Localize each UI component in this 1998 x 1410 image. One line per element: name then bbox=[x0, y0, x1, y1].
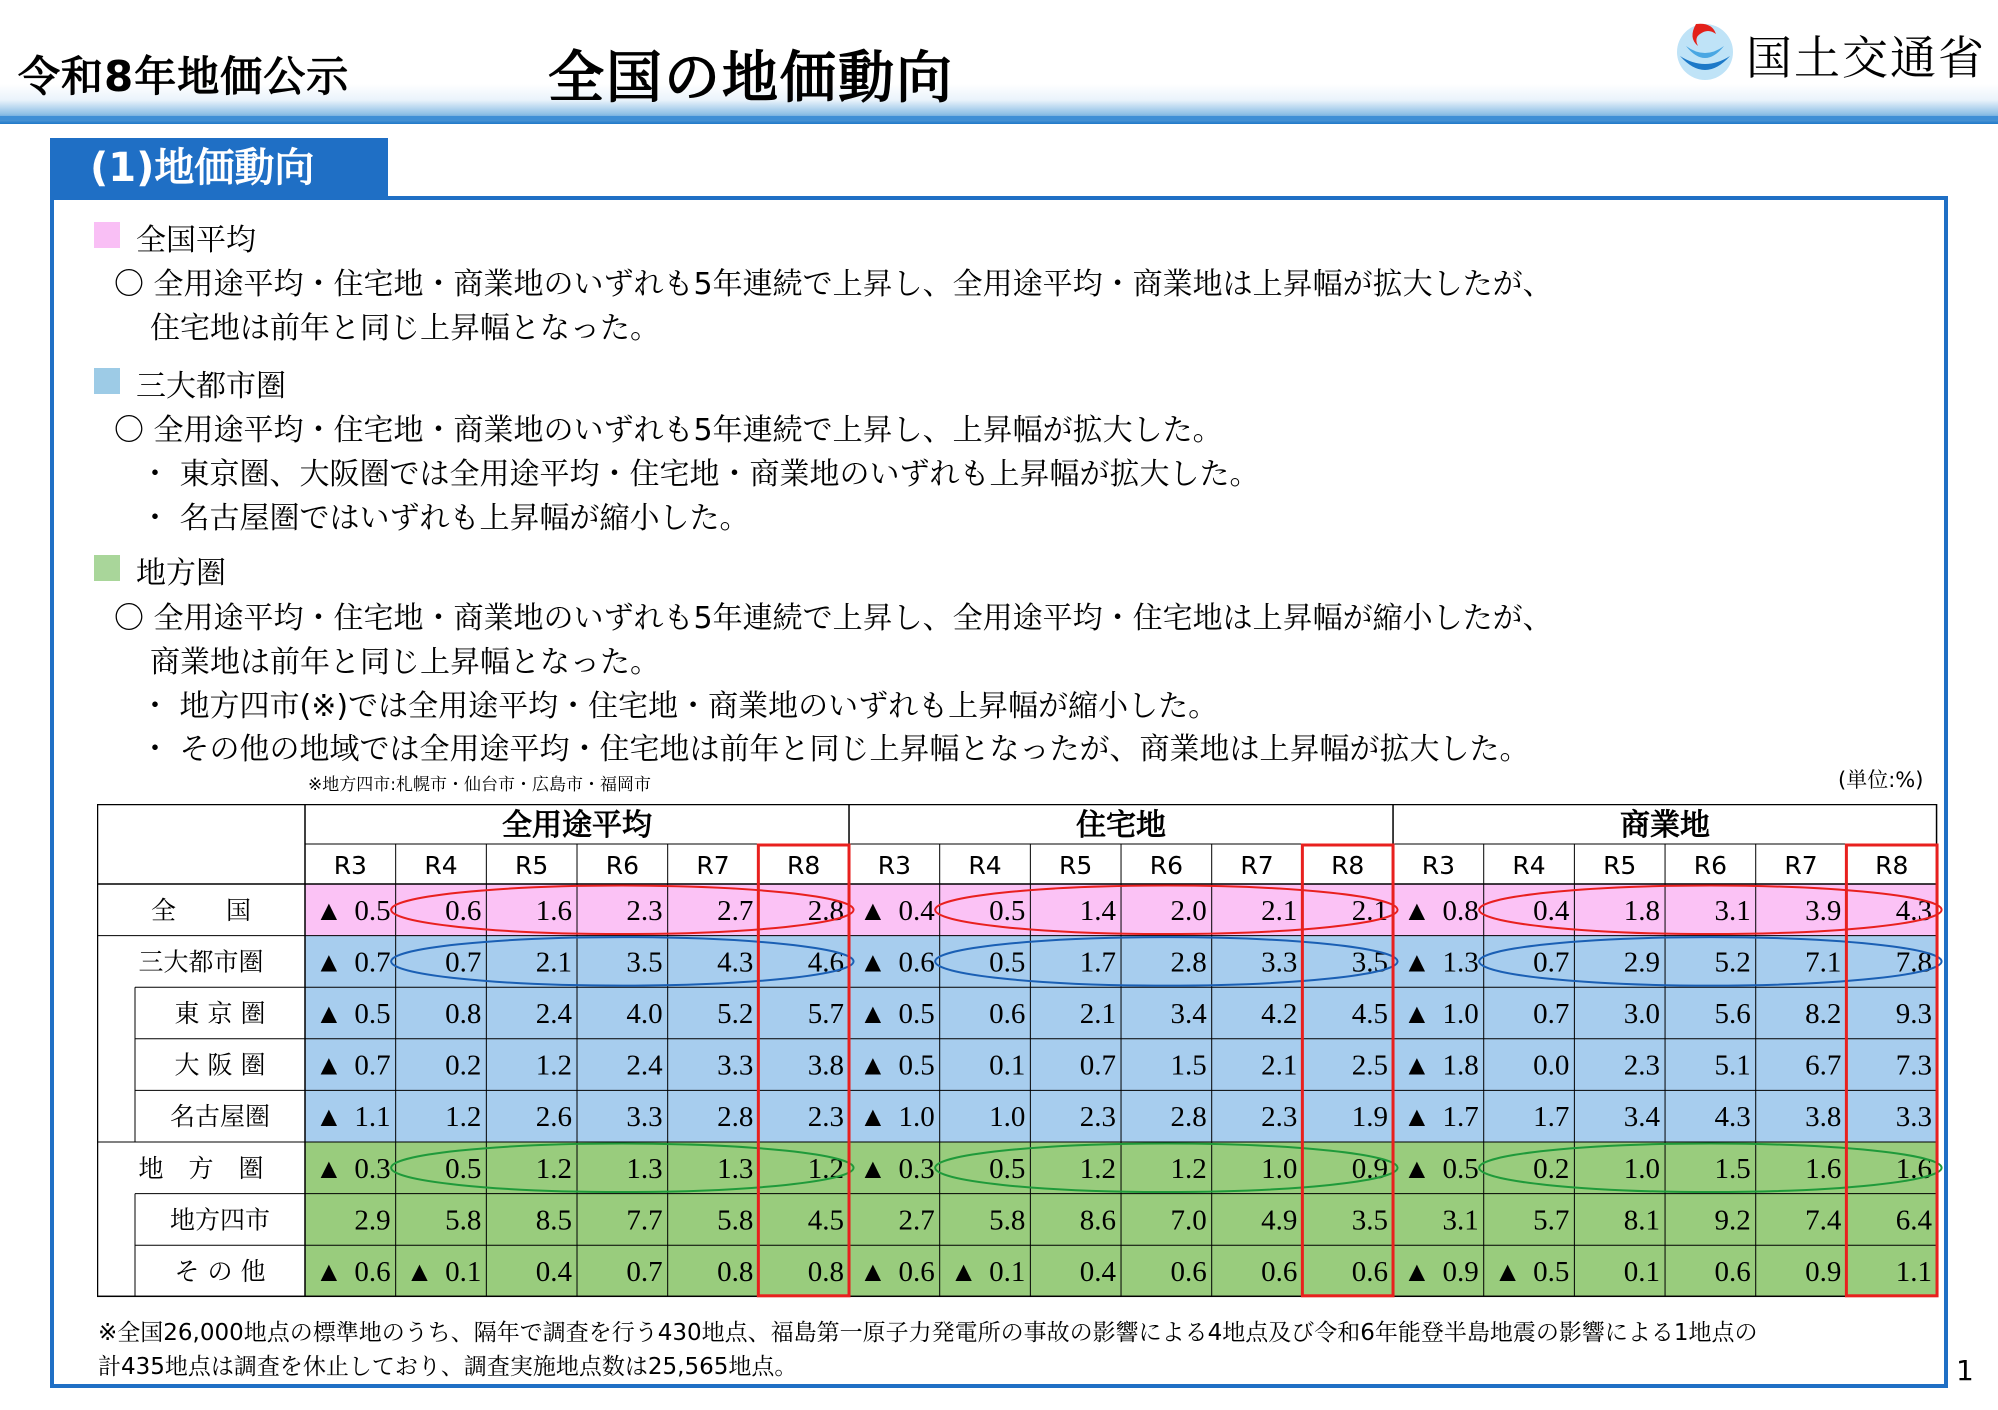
cell-value: 8.5 bbox=[535, 1204, 573, 1237]
cell-value: 2.1 bbox=[1079, 998, 1117, 1030]
cell-value: 3.4 bbox=[1623, 1101, 1661, 1134]
year-header: R8 bbox=[1875, 851, 1909, 880]
cell-value: 1.6 bbox=[535, 894, 573, 927]
cell-value: 5.1 bbox=[1714, 1049, 1751, 1082]
cell-value: 7.1 bbox=[1805, 946, 1842, 979]
cell-value: 1.9 bbox=[1351, 1101, 1389, 1134]
row-label: そ の 他 bbox=[174, 1257, 266, 1286]
cell-value: 1.3 bbox=[626, 1152, 663, 1185]
row-label: 名古屋圏 bbox=[169, 1102, 271, 1132]
cell-value: 0.1 bbox=[989, 1049, 1026, 1082]
cell-value: 0.7 bbox=[626, 1256, 663, 1288]
cell-value: 0.6 bbox=[1170, 1256, 1207, 1288]
cell-value: 0.3 bbox=[354, 1152, 391, 1185]
cell-value: 0.3 bbox=[898, 1152, 935, 1185]
cell-value: 1.0 bbox=[1623, 1152, 1661, 1185]
cell-value: 2.4 bbox=[535, 998, 573, 1030]
cell-value: 0.2 bbox=[445, 1049, 482, 1082]
year-header: R7 bbox=[1784, 851, 1818, 880]
cell-value: 1.0 bbox=[989, 1101, 1026, 1134]
cell-value: 4.5 bbox=[1351, 998, 1389, 1030]
cell-value: 5.2 bbox=[1714, 946, 1751, 979]
negative-marker: ▲ bbox=[315, 1257, 343, 1288]
cell-value: 0.7 bbox=[354, 1049, 391, 1082]
cell-value: 5.2 bbox=[717, 998, 754, 1030]
year-header: R3 bbox=[333, 851, 367, 880]
cell-value: 3.5 bbox=[1351, 1204, 1389, 1237]
cell-value: 3.1 bbox=[1714, 894, 1751, 927]
cell-value: 9.2 bbox=[1714, 1204, 1751, 1237]
cell-value: 3.8 bbox=[807, 1049, 845, 1082]
year-header: R7 bbox=[696, 851, 730, 880]
cell-value: 4.3 bbox=[717, 946, 754, 979]
cell-value: 0.8 bbox=[445, 998, 482, 1030]
negative-marker: ▲ bbox=[949, 1257, 978, 1288]
cell-value: 1.2 bbox=[1170, 1152, 1207, 1185]
group-header: 住宅地 bbox=[1076, 808, 1167, 843]
negative-marker: ▲ bbox=[315, 1102, 343, 1134]
heading-three-metro: 三大都市圏 bbox=[136, 369, 286, 404]
cell-value: 0.4 bbox=[535, 1256, 573, 1288]
year-header: R4 bbox=[424, 851, 458, 880]
cell-value: 1.8 bbox=[1623, 894, 1661, 927]
cell-value: 2.3 bbox=[807, 1101, 845, 1134]
negative-marker: ▲ bbox=[859, 895, 887, 927]
cell-value: 4.3 bbox=[1895, 894, 1933, 927]
regional-legend-square bbox=[94, 555, 120, 581]
cell-value: 0.7 bbox=[1079, 1049, 1117, 1082]
cell-value: 2.9 bbox=[1623, 946, 1661, 979]
negative-marker: ▲ bbox=[315, 1153, 343, 1185]
three-metro-legend-square bbox=[94, 368, 120, 394]
cell-value: 0.6 bbox=[898, 1256, 935, 1288]
cell-value: 0.8 bbox=[807, 1256, 845, 1288]
cell-value: 0.1 bbox=[1623, 1256, 1661, 1288]
cell-value: 1.1 bbox=[354, 1101, 391, 1134]
negative-marker: ▲ bbox=[859, 1257, 887, 1288]
cell-value: 0.2 bbox=[1533, 1152, 1570, 1185]
negative-marker: ▲ bbox=[315, 999, 343, 1030]
negative-marker: ▲ bbox=[1403, 947, 1431, 979]
cell-value: 2.4 bbox=[626, 1049, 663, 1082]
cell-value: 0.6 bbox=[445, 894, 482, 927]
cell-value: 4.3 bbox=[1714, 1101, 1751, 1134]
negative-marker: ▲ bbox=[859, 1153, 887, 1185]
cell-value: 3.0 bbox=[1623, 998, 1661, 1030]
header-rule bbox=[0, 116, 1998, 120]
cell-value: 3.8 bbox=[1805, 1101, 1842, 1134]
cell-value: 3.4 bbox=[1170, 998, 1207, 1030]
cell-value: 0.6 bbox=[354, 1256, 391, 1288]
three-metro-bullet-2: ・ 名古屋圏ではいずれも上昇幅が縮小した。 bbox=[140, 501, 750, 536]
cell-value: 7.4 bbox=[1805, 1204, 1842, 1237]
page-number: 1 bbox=[1956, 1354, 1974, 1387]
cell-value: 1.3 bbox=[717, 1152, 754, 1185]
three-metro-bullet-1: ・ 東京圏、大阪圏では全用途平均・住宅地・商業地のいずれも上昇幅が拡大した。 bbox=[140, 457, 1260, 492]
cell-value: 0.4 bbox=[1533, 894, 1570, 927]
cell-value: 0.9 bbox=[1805, 1256, 1842, 1288]
cell-value: 0.5 bbox=[354, 894, 391, 927]
negative-marker: ▲ bbox=[1403, 1153, 1431, 1185]
heading-national: 全国平均 bbox=[136, 223, 256, 258]
cell-value: 0.6 bbox=[1351, 1256, 1389, 1288]
row-label: 全 国 bbox=[150, 895, 252, 925]
cell-value: 1.0 bbox=[1442, 998, 1479, 1030]
cell-value: 2.8 bbox=[717, 1101, 754, 1134]
cell-value: 3.1 bbox=[1442, 1204, 1479, 1237]
row-label: 大 阪 圏 bbox=[174, 1050, 266, 1080]
negative-marker: ▲ bbox=[859, 1102, 887, 1134]
cell-value: 5.7 bbox=[807, 998, 845, 1030]
cell-value: 0.4 bbox=[1079, 1256, 1117, 1288]
cell-value: 2.7 bbox=[717, 894, 754, 927]
cell-value: 0.1 bbox=[445, 1256, 482, 1288]
cell-value: 1.1 bbox=[1895, 1256, 1933, 1288]
cell-value: 5.6 bbox=[1714, 998, 1751, 1030]
cell-value: 7.3 bbox=[1895, 1049, 1933, 1082]
negative-marker: ▲ bbox=[1403, 1102, 1431, 1134]
cell-value: 2.7 bbox=[898, 1204, 935, 1237]
cell-value: 1.7 bbox=[1533, 1101, 1570, 1134]
regional-summary-cont: 商業地は前年と同じ上昇幅となった。 bbox=[150, 645, 660, 680]
cell-value: 0.8 bbox=[1442, 894, 1479, 927]
year-header: R8 bbox=[1331, 851, 1365, 880]
group-header: 全用途平均 bbox=[502, 808, 653, 843]
cell-value: 0.5 bbox=[354, 998, 391, 1030]
cell-value: 0.7 bbox=[1533, 998, 1570, 1030]
cell-value: 4.0 bbox=[626, 998, 663, 1030]
negative-marker: ▲ bbox=[859, 999, 887, 1030]
cell-value: 0.4 bbox=[898, 894, 935, 927]
cell-value: 1.6 bbox=[1805, 1152, 1842, 1185]
cell-value: 2.1 bbox=[1261, 1049, 1298, 1082]
cell-value: 1.2 bbox=[1079, 1152, 1117, 1185]
survey-footnote-line-2: 計435地点は調査を休止しており、調査実施地点数は25,565地点。 bbox=[98, 1354, 798, 1380]
year-header: R5 bbox=[1059, 851, 1093, 880]
cell-value: 0.7 bbox=[354, 946, 391, 979]
survey-footnote-line-1: ※全国26,000地点の標準地のうち、隔年で調査を行う430地点、福島第一原子力発電所の事故の影響による4地点及び令和6年能登半島地震の影響による1地点の bbox=[98, 1320, 1758, 1346]
cell-value: 7.8 bbox=[1895, 946, 1933, 979]
cell-value: 4.6 bbox=[807, 946, 845, 979]
negative-marker: ▲ bbox=[1403, 1257, 1431, 1288]
year-header: R6 bbox=[1149, 851, 1184, 880]
year-header: R5 bbox=[515, 851, 549, 880]
cell-value: 3.5 bbox=[1351, 946, 1389, 979]
cell-value: 0.9 bbox=[1442, 1256, 1479, 1288]
cell-value: 5.7 bbox=[1533, 1204, 1570, 1237]
land-price-table bbox=[97, 804, 1949, 1304]
cell-value: 2.3 bbox=[1623, 1049, 1661, 1082]
three-metro-summary-line: 〇 全用途平均・住宅地・商業地のいずれも5年連続で上昇し、上昇幅が拡大した。 bbox=[114, 413, 1223, 448]
row-label: 東 京 圏 bbox=[174, 999, 266, 1028]
national-legend-square bbox=[94, 222, 120, 248]
cell-value: 2.3 bbox=[626, 894, 663, 927]
page-title: 全国の地価動向 bbox=[548, 46, 954, 111]
cell-value: 1.2 bbox=[807, 1152, 845, 1185]
cell-value: 4.2 bbox=[1261, 998, 1298, 1030]
cell-value: 0.7 bbox=[445, 946, 482, 979]
cell-value: 1.5 bbox=[1170, 1049, 1207, 1082]
section-tab: (1)地価動向 bbox=[50, 138, 388, 198]
cell-value: 3.5 bbox=[626, 946, 663, 979]
unit-label: (単位:%) bbox=[1838, 768, 1924, 792]
negative-marker: ▲ bbox=[315, 895, 343, 927]
regional-bullet-1: ・ 地方四市(※)では全用途平均・住宅地・商業地のいずれも上昇幅が縮小した。 bbox=[140, 689, 1219, 724]
cell-value: 1.5 bbox=[1714, 1152, 1751, 1185]
cell-value: 1.6 bbox=[1895, 1152, 1933, 1185]
cell-value: 8.2 bbox=[1805, 998, 1842, 1030]
cell-value: 6.7 bbox=[1805, 1049, 1842, 1082]
negative-marker: ▲ bbox=[315, 947, 343, 979]
mlit-logo-icon bbox=[1672, 16, 1738, 82]
cell-value: 3.3 bbox=[1895, 1101, 1933, 1134]
national-summary-line: 〇 全用途平均・住宅地・商業地のいずれも5年連続で上昇し、全用途平均・商業地は上昇幅が拡大したが、 bbox=[114, 267, 1553, 302]
cell-value: 0.6 bbox=[898, 946, 935, 979]
cell-value: 0.6 bbox=[989, 998, 1026, 1030]
cell-value: 1.2 bbox=[535, 1049, 573, 1082]
cell-value: 0.6 bbox=[1714, 1256, 1751, 1288]
year-header: R6 bbox=[605, 851, 639, 880]
cell-value: 8.6 bbox=[1079, 1204, 1117, 1237]
cell-value: 2.0 bbox=[1170, 894, 1207, 927]
cell-value: 0.5 bbox=[898, 998, 935, 1030]
cell-value: 2.8 bbox=[1170, 946, 1207, 979]
cell-value: 0.5 bbox=[898, 1049, 935, 1082]
cell-value: 3.3 bbox=[626, 1101, 663, 1134]
negative-marker: ▲ bbox=[1403, 999, 1431, 1030]
cell-value: 1.3 bbox=[1442, 946, 1479, 979]
cell-value: 0.5 bbox=[445, 1152, 482, 1185]
year-header: R3 bbox=[877, 851, 911, 880]
cities-footnote: ※地方四市:札幌市・仙台市・広島市・福岡市 bbox=[308, 775, 651, 795]
negative-marker: ▲ bbox=[1493, 1257, 1522, 1288]
cell-value: 3.3 bbox=[1261, 946, 1298, 979]
negative-marker: ▲ bbox=[315, 1050, 343, 1082]
cell-value: 3.3 bbox=[717, 1049, 754, 1082]
cell-value: 0.5 bbox=[1533, 1256, 1570, 1288]
document-title: 令和8年地価公示 bbox=[18, 52, 350, 101]
cell-value: 7.0 bbox=[1170, 1204, 1207, 1237]
year-header: R7 bbox=[1240, 851, 1274, 880]
cell-value: 7.7 bbox=[626, 1204, 663, 1237]
ministry-name: 国土交通省 bbox=[1746, 31, 1986, 85]
cell-value: 0.5 bbox=[1442, 1152, 1479, 1185]
cell-value: 0.7 bbox=[1533, 946, 1570, 979]
cell-value: 2.3 bbox=[1261, 1101, 1298, 1134]
cell-value: 8.1 bbox=[1623, 1204, 1661, 1237]
cell-value: 0.5 bbox=[989, 1152, 1026, 1185]
cell-value: 2.3 bbox=[1079, 1101, 1117, 1134]
cell-value: 2.8 bbox=[807, 894, 845, 927]
cell-value: 5.8 bbox=[717, 1204, 754, 1237]
cell-value: 0.1 bbox=[989, 1256, 1026, 1288]
cell-value: 2.1 bbox=[535, 946, 573, 979]
negative-marker: ▲ bbox=[859, 1050, 887, 1082]
cell-value: 1.2 bbox=[535, 1152, 573, 1185]
cell-value: 2.8 bbox=[1170, 1101, 1207, 1134]
cell-value: 1.2 bbox=[445, 1101, 482, 1134]
cell-value: 1.0 bbox=[898, 1101, 935, 1134]
cell-value: 0.5 bbox=[989, 946, 1026, 979]
cell-value: 1.8 bbox=[1442, 1049, 1479, 1082]
year-header: R4 bbox=[968, 851, 1002, 880]
cell-value: 6.4 bbox=[1895, 1204, 1933, 1237]
regional-bullet-2: ・ その他の地域では全用途平均・住宅地は前年と同じ上昇幅となったが、商業地は上昇幅が拡大した。 bbox=[140, 732, 1530, 767]
negative-marker: ▲ bbox=[1403, 895, 1431, 927]
negative-marker: ▲ bbox=[1403, 1050, 1431, 1082]
row-label: 地 方 圏 bbox=[138, 1153, 264, 1183]
cell-value: 0.0 bbox=[1533, 1049, 1570, 1082]
cell-value: 2.9 bbox=[354, 1204, 391, 1237]
group-header: 商業地 bbox=[1620, 808, 1711, 843]
cell-value: 0.8 bbox=[717, 1256, 754, 1288]
cell-value: 0.9 bbox=[1351, 1152, 1389, 1185]
negative-marker: ▲ bbox=[405, 1257, 434, 1288]
cell-value: 9.3 bbox=[1895, 998, 1933, 1030]
heading-regional: 地方圏 bbox=[136, 556, 226, 591]
cell-value: 1.7 bbox=[1442, 1101, 1479, 1134]
year-header: R4 bbox=[1512, 851, 1546, 880]
cell-value: 2.1 bbox=[1351, 894, 1389, 927]
negative-marker: ▲ bbox=[859, 947, 887, 979]
regional-summary-line: 〇 全用途平均・住宅地・商業地のいずれも5年連続で上昇し、全用途平均・住宅地は上昇幅が縮小したが、 bbox=[114, 601, 1553, 636]
row-label: 地方四市 bbox=[169, 1205, 271, 1235]
year-header: R8 bbox=[787, 851, 821, 880]
cell-value: 2.5 bbox=[1351, 1049, 1389, 1082]
cell-value: 5.8 bbox=[445, 1204, 482, 1237]
cell-value: 5.8 bbox=[989, 1204, 1026, 1237]
year-header: R6 bbox=[1693, 851, 1728, 880]
year-header: R5 bbox=[1603, 851, 1637, 880]
cell-value: 2.1 bbox=[1261, 894, 1298, 927]
cell-value: 4.9 bbox=[1261, 1204, 1298, 1237]
cell-value: 0.6 bbox=[1261, 1256, 1298, 1288]
cell-value: 0.5 bbox=[989, 894, 1026, 927]
cell-value: 3.9 bbox=[1805, 894, 1842, 927]
cell-value: 2.6 bbox=[535, 1101, 573, 1134]
national-summary-cont: 住宅地は前年と同じ上昇幅となった。 bbox=[150, 311, 660, 346]
cell-value: 1.4 bbox=[1079, 894, 1117, 927]
cell-value: 1.0 bbox=[1261, 1152, 1298, 1185]
row-label: 三大都市圏 bbox=[138, 947, 264, 977]
year-header: R3 bbox=[1421, 851, 1456, 880]
cell-value: 1.7 bbox=[1079, 946, 1117, 979]
cell-value: 4.5 bbox=[807, 1204, 845, 1237]
